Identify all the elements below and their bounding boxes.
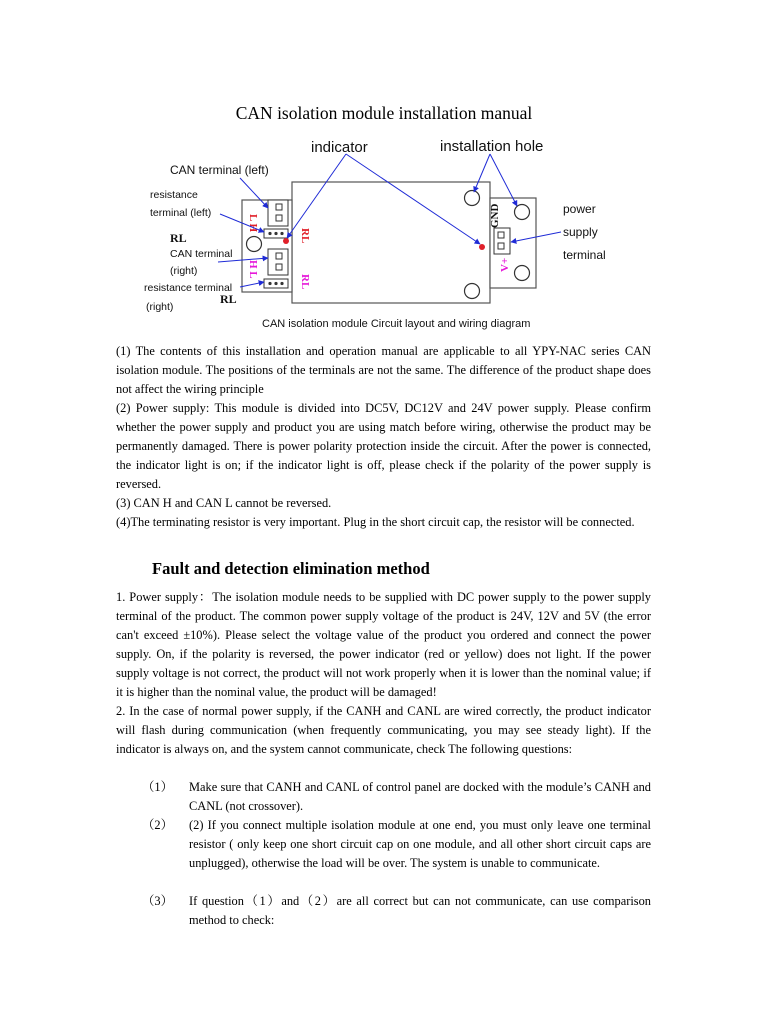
label-resistance-right-2: (right) [146, 301, 174, 313]
section-heading: Fault and detection elimination method [152, 559, 430, 578]
label-rl-left: RL [170, 231, 187, 245]
question-number: （3） [142, 894, 173, 908]
mounting-hole-bottom [465, 284, 480, 299]
fault-section [116, 588, 651, 759]
mounting-hole-left [247, 237, 262, 252]
label-indicator: indicator [311, 139, 368, 156]
mounting-hole-top [465, 191, 480, 206]
intro-paragraph-4: (4)The terminating resistor is very important. Plug in the short circuit cap, the resistor will be connected. [116, 515, 635, 529]
indicator-led-left [283, 238, 289, 244]
board-label-gnd: GND [489, 203, 501, 228]
label-resistance-left-2: terminal (left) [150, 207, 212, 219]
question-text: (2) If you connect multiple isolation module at one end, you must only leave one terminal resistor ( only keep one short circuit cap on one module, and all other short circuit caps are unplugged), otherwise the load will be over. The system is unable to communicate. [189, 818, 651, 870]
mounting-hole-right-bottom [515, 266, 530, 281]
document-title: CAN isolation module installation manual [235, 103, 533, 123]
intro-section [116, 342, 651, 532]
fault-paragraph-1: 1. Power supply：The isolation module needs to be supplied with DC power supply to the power supply terminal of the product. The common power supply voltage of the product is 24V, 12V and 5V (the error can't exceed ±10%). Please select the voltage value of the product you ordered and connect the power supply. On, if the polarity is reversed, the power indicator (red or yellow) does not light. If the power supply voltage is not correct, the product will not work properly when it is lower than the nominal value; if it is higher than the nominal value, the product will be damaged! [116, 590, 651, 699]
label-power-2: supply [563, 225, 598, 239]
board-label-rl-top: RL [299, 228, 311, 244]
fault-paragraph-2: 2. In the case of normal power supply, if the CANH and CANL are wired correctly, the product indicator will flash during communication (when frequently communicating, you may see steady light). If the indicator is always on, and the system cannot communicate, check The following questions: [116, 704, 651, 756]
intro-paragraph-2: (2) Power supply: This module is divided into DC5V, DC12V and 24V power supply. Please confirm whether the power supply and product you are using match before wiring, otherwise the product may be permanently damaged. There is power polarity protection inside the circuit. After the power is connected, the indicator light is on; if the indicator light is off, please check if the polarity of the power supply is reversed. [116, 401, 651, 491]
board-label-hl-bottom: H L [247, 260, 259, 279]
question-text: Make sure that CANH and CANL of control panel are docked with the module’s CANH and CANL (not crossover). [189, 780, 651, 813]
label-can-terminal-right-2: (right) [170, 265, 198, 277]
label-can-terminal-left: CAN terminal (left) [170, 163, 269, 177]
label-resistance-right-1: resistance terminal [144, 282, 233, 294]
intro-paragraph-1: (1) The contents of this installation and operation manual are applicable to all YPY-NAC series CAN isolation module. The positions of the terminals are not the same. The difference of the product shape does not affect the wiring principle [116, 344, 651, 396]
question-number: （1） [142, 780, 173, 794]
board-label-lh-top: L H [247, 214, 259, 233]
indicator-led-right [479, 244, 485, 250]
label-can-terminal-right-1: CAN terminal [170, 248, 233, 260]
label-power-3: terminal [563, 248, 606, 262]
mounting-hole-right-top [515, 205, 530, 220]
wiring-diagram [140, 132, 620, 337]
question-number: （2） [142, 818, 173, 832]
question-text: If question（1）and（2）are all correct but can not communicate, can use comparison method to check: [189, 894, 651, 927]
label-rl-right: RL [220, 292, 237, 306]
board-label-rl-bottom: RL [299, 274, 311, 290]
board-label-vplus: V+ [499, 257, 511, 272]
module-board [292, 182, 490, 303]
label-power-1: power [563, 202, 596, 216]
label-installation-hole: installation hole [440, 138, 544, 155]
intro-paragraph-3: (3) CAN H and CAN L cannot be reversed. [116, 496, 332, 510]
diagram-caption: CAN isolation module Circuit layout and wiring diagram [262, 318, 531, 330]
label-resistance-left-1: resistance [150, 189, 198, 201]
